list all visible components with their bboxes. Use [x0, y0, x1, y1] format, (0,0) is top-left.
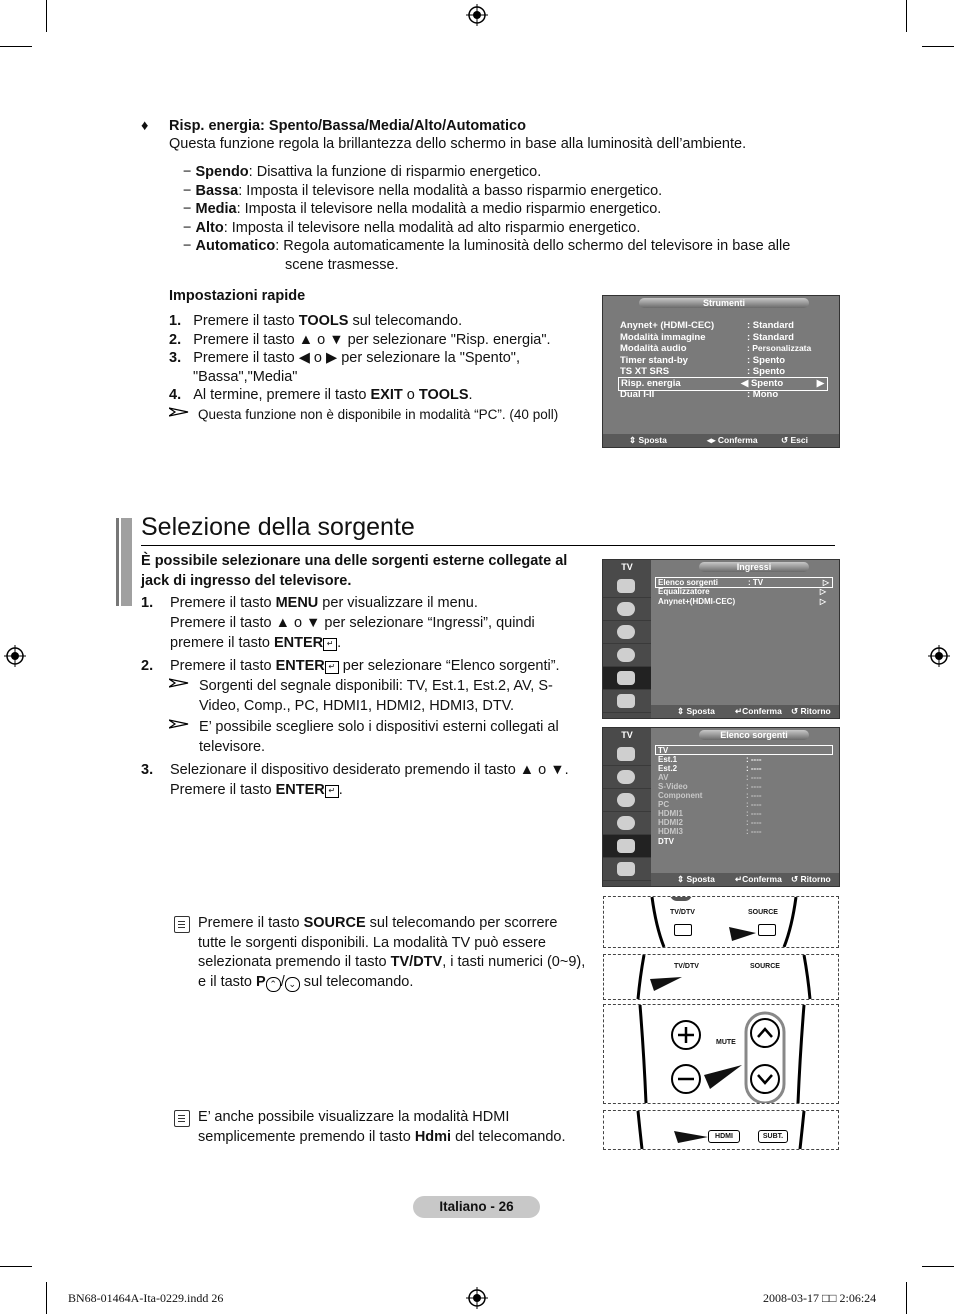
- step-3: 3. Selezionare il dispositivo desiderato premendo il tasto ▲ o ▼. Premere il tasto ENTER ↵ .: [141, 762, 569, 798]
- picture-menu-icon[interactable]: [603, 575, 651, 598]
- page-title: Selezione della sorgente: [141, 513, 415, 541]
- option-item: − Alto: Imposta il televisore nella modalità ad alto risparmio energetico.: [183, 219, 641, 236]
- osd-row-disabled: S-Video : ----: [658, 782, 762, 791]
- channel-down-icon: ⌄: [285, 977, 300, 992]
- osd-row-disabled: HDMI2 : ----: [658, 818, 762, 827]
- note-arrow-icon: [169, 406, 189, 418]
- setup-menu-icon[interactable]: [603, 644, 651, 667]
- channel-down-icon: [751, 1065, 779, 1093]
- bullet-description: Questa funzione regola la brillantezza dello schermo in base alla luminosità dell’ambiente.: [169, 136, 747, 152]
- osd-row-disabled: Component : ----: [658, 791, 762, 800]
- pointer-arrow-icon: [650, 977, 682, 991]
- osd-row-disabled: AV : ----: [658, 773, 762, 782]
- crop-mark: [906, 0, 907, 32]
- tvdtv-label: TV/DTV: [670, 909, 695, 916]
- option-item: − Automatico: Regola automaticamente la luminosità dello schermo del televisore in base alle: [183, 238, 791, 254]
- option-item: − Media: Imposta il televisore nella modalità a medio risparmio energetico.: [183, 201, 662, 217]
- osd-row[interactable]: Dual I-II : Mono: [620, 389, 779, 400]
- print-date-info: 2008-03-17 □□ 2:06:24: [763, 1291, 877, 1305]
- quick-steps: [169, 312, 551, 405]
- subtitle-button[interactable]: SUBT.: [758, 1130, 788, 1143]
- source-steps: 1. Premere il tasto MENU per visualizzare il menu. Premere il tasto ▲ o ▼ per selezionare “Ingressi”, quindi premere il tasto ENTER ↵ . 2. Premere il tasto ENTER ↵ per selezionare “Elenco sorgenti”.: [141, 595, 560, 674]
- crop-mark: [906, 1282, 907, 1314]
- input-menu-icon[interactable]: [603, 667, 651, 690]
- note-icon: [174, 1110, 190, 1127]
- osd-row[interactable]: Est.2 : ----: [658, 764, 762, 773]
- option-item: − Spendo: Disattiva la funzione di risparmio energetico.: [183, 164, 542, 180]
- option-continuation: scene trasmesse.: [285, 256, 399, 273]
- crop-mark: [922, 1266, 954, 1267]
- crop-mark: [0, 1266, 32, 1267]
- tip-hdmi: E’ anche possibile visualizzare la modalità HDMI semplicemente premendo il tasto Hdmi del telecomando.: [198, 1109, 566, 1145]
- sources-note: Sorgenti del segnale disponibili: TV, Est.1, Est.2, AV, S- Video, Comp., PC, HDMI1, HDMI2, HDMI3, DTV.: [199, 678, 553, 714]
- osd-footer: ⇕ Sposta ↵Conferma ↺ Ritorno: [651, 873, 839, 886]
- side-bar: [116, 518, 119, 606]
- source-label: SOURCE: [750, 963, 780, 970]
- channel-menu-icon[interactable]: [603, 621, 651, 644]
- pointer-arrow-icon: [674, 1131, 708, 1143]
- step-continuation: "Bassa","Media": [193, 368, 298, 385]
- enter-icon: ↵: [325, 785, 339, 798]
- input-menu-icon[interactable]: [603, 835, 651, 858]
- enter-icon: ↵: [323, 638, 337, 651]
- remote-outline: [604, 1005, 838, 1103]
- registration-mark-icon: [466, 1287, 488, 1309]
- hdmi-button[interactable]: HDMI: [708, 1130, 740, 1143]
- sound-menu-icon[interactable]: [603, 598, 651, 621]
- enter-icon: ↵: [325, 661, 339, 674]
- osd-title: Ingressi: [699, 562, 809, 572]
- remote-outline: [604, 897, 838, 947]
- remote-illustration-source: [603, 896, 839, 948]
- osd-row[interactable]: TS XT SRS : Spento: [620, 366, 785, 377]
- title-rule: [141, 545, 835, 546]
- osd-row-selected[interactable]: Elenco sorgenti : TV ▷: [655, 577, 833, 588]
- source-label: SOURCE: [748, 909, 778, 916]
- print-file-info: BN68-01464A-Ita-0229.indd 26: [68, 1291, 224, 1305]
- quick-note: Questa funzione non è disponibile in modalità “PC”. (40 poll): [198, 407, 559, 422]
- osd-tools-menu: [602, 295, 840, 448]
- setup-menu-icon[interactable]: [603, 812, 651, 835]
- step-item: 4. Al termine, premere il tasto EXIT o TOOLS.: [169, 387, 473, 403]
- sound-menu-icon[interactable]: [603, 766, 651, 789]
- osd-row[interactable]: Anynet+(HDMI-CEC) ▷: [658, 597, 826, 606]
- devices-note: E’ possibile scegliere solo i dispositivi esterni collegati al televisore.: [199, 719, 559, 755]
- osd-row[interactable]: Modalità audio : Personalizzata: [620, 343, 812, 354]
- remote-illustration-tvdtv: [603, 954, 839, 1000]
- osd-row[interactable]: Modalità immagine : Standard: [620, 331, 794, 343]
- osd-row[interactable]: Anynet+ (HDMI-CEC) : Standard: [620, 320, 794, 331]
- crop-mark: [46, 0, 47, 32]
- side-bar: [121, 518, 132, 606]
- registration-mark-icon: [466, 4, 488, 26]
- intro-text: È possibile selezionare una delle sorgenti esterne collegate al jack di ingresso del televisore.: [141, 553, 568, 589]
- crop-mark: [0, 46, 32, 47]
- note-arrow-icon: [169, 677, 189, 689]
- osd-row[interactable]: Timer stand-by : Spento: [620, 354, 785, 366]
- bullet-diamond: ♦: [141, 118, 149, 134]
- option-list: [183, 163, 790, 274]
- bullet-title: Risp. energia: Spento/Bassa/Media/Alto/Automatico: [169, 118, 526, 134]
- osd-sidebar: [603, 728, 651, 886]
- osd-tv-label: TV: [621, 730, 633, 740]
- pointer-arrow-icon: [729, 927, 756, 941]
- osd-row[interactable]: Est.1 : ----: [658, 755, 762, 764]
- registration-mark-icon: [928, 645, 950, 667]
- mute-label: MUTE: [716, 1039, 736, 1046]
- osd-footer: ⇕ Sposta ◂▸ Conferma ↺ Esci: [603, 434, 839, 447]
- application-menu-icon[interactable]: [603, 858, 651, 881]
- crop-mark: [922, 46, 954, 47]
- quick-settings-title: Impostazioni rapide: [169, 288, 306, 304]
- tip-source: Premere il tasto SOURCE sul telecomando per scorrere tutte le sorgenti disponibili. La modalità TV può essere selezionata premendo il tasto TV/DTV, i tasti numerici (0~9), e il tasto P ⌃ / ⌄ sul telecomando.: [198, 915, 586, 990]
- osd-title: Elenco sorgenti: [699, 730, 809, 740]
- channel-up-icon: ⌃: [266, 977, 281, 992]
- page-number-badge: Italiano - 26: [413, 1196, 540, 1218]
- picture-menu-icon[interactable]: [603, 743, 651, 766]
- application-menu-icon[interactable]: [603, 690, 651, 713]
- remote-outline: [604, 955, 838, 999]
- osd-row-selected[interactable]: Risp. energia ◀ Spento ▶: [618, 377, 828, 391]
- osd-sidebar: [603, 560, 651, 718]
- crop-mark: [46, 1282, 47, 1314]
- osd-row-disabled: HDMI3 : ----: [658, 827, 762, 836]
- osd-source-list-menu: [602, 727, 840, 887]
- note-icon: [174, 916, 190, 933]
- osd-row-disabled: HDMI1 : ----: [658, 809, 762, 818]
- channel-up-icon: [751, 1019, 779, 1047]
- step-item: 1. Premere il tasto TOOLS sul telecomando.: [169, 313, 463, 329]
- option-item: − Bassa: Imposta il televisore nella modalità a basso risparmio energetico.: [183, 182, 663, 199]
- pointer-arrow-icon: [704, 1065, 742, 1089]
- step-item: 3. Premere il tasto ◀ o ▶ per selezionare la "Spento",: [169, 350, 520, 366]
- registration-mark-icon: [4, 645, 26, 667]
- osd-row-disabled: PC : ----: [658, 800, 762, 809]
- osd-title: Strumenti: [639, 298, 809, 308]
- osd-tv-label: TV: [621, 562, 633, 572]
- osd-footer: ⇕ Sposta ↵Conferma ↺ Ritorno: [651, 705, 839, 718]
- remote-illustration-hdmi: [603, 1110, 839, 1150]
- osd-row[interactable]: Equalizzatore ▷: [658, 587, 826, 596]
- note-arrow-icon: [169, 718, 189, 730]
- osd-inputs-menu: [602, 559, 840, 719]
- remote-illustration-channel: [603, 1004, 839, 1104]
- channel-menu-icon[interactable]: [603, 789, 651, 812]
- tvdtv-label: TV/DTV: [674, 963, 699, 970]
- osd-row[interactable]: DTV: [658, 837, 674, 846]
- osd-row-selected[interactable]: TV: [655, 745, 833, 755]
- step-item: 2. Premere il tasto ▲ o ▼ per selezionare "Risp. energia".: [169, 331, 551, 348]
